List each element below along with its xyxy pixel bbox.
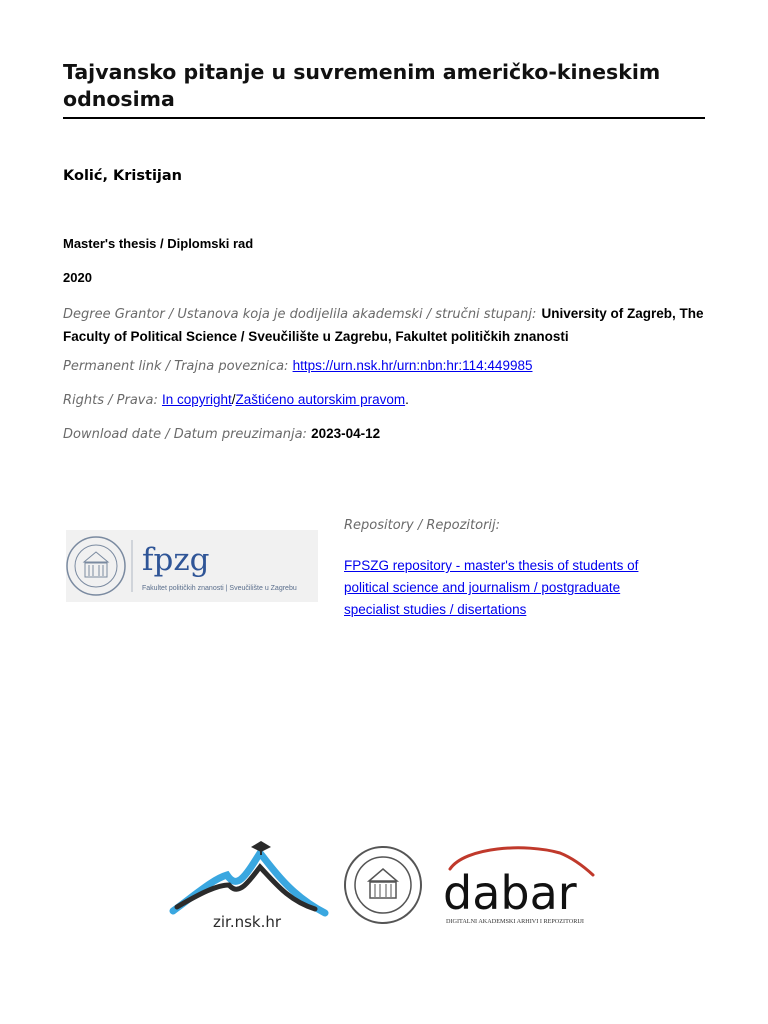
fpzg-subtitle: Fakultet političkih znanosti | Sveučilište u Zagrebu: [142, 585, 297, 592]
download-value: 2023-04-12: [311, 426, 381, 441]
document-type: Master's thesis / Diplomski rad: [63, 236, 254, 251]
permalink-url[interactable]: https://urn.nsk.hr/urn:nbn:hr:114:449985: [292, 358, 533, 373]
repository-link-block: [344, 554, 674, 620]
repository-label: Repository / Repozitorij:: [344, 518, 501, 533]
fpzg-logo-graphic: [66, 530, 318, 602]
fpzg-wordmark: fpzg: [142, 542, 210, 578]
rights-link-in-copyright[interactable]: In copyright: [161, 392, 232, 407]
grantor-label: Degree Grantor / Ustanova koja je dodijelila akademski / stručni stupanj:: [63, 307, 537, 322]
download-date-row: [63, 426, 380, 442]
rights-label: Rights / Prava:: [63, 393, 158, 408]
nsk-seal-icon: [345, 847, 421, 923]
rights-row: [63, 392, 409, 408]
zir-label: zir.nsk.hr: [213, 913, 282, 931]
download-label: Download date / Datum preuzimanja:: [63, 427, 307, 442]
zir-logo: [173, 841, 325, 931]
permanent-link-row: [63, 358, 532, 374]
grantor-value: University of Zagreb, The Faculty of Political Science / Sveučilište u Zagrebu, Fakultet političkih znanosti: [63, 306, 704, 344]
dabar-logo: [443, 848, 593, 925]
footer-logos: [165, 835, 605, 935]
dabar-subtitle: DIGITALNI AKADEMSKI ARHIVI I REPOZITORIJI: [446, 918, 584, 925]
document-title: Tajvansko pitanje u suvremenim američko-kineskim odnosima: [63, 60, 661, 111]
author-name: Kolić, Kristijan: [63, 168, 183, 184]
rights-separator: /: [231, 392, 236, 407]
rights-end: .: [405, 392, 409, 407]
dabar-wordmark: dabar: [443, 866, 577, 920]
title-divider: [63, 117, 705, 119]
permalink-label: Permanent link / Trajna poveznica:: [63, 359, 289, 374]
fpzg-logo: [66, 530, 318, 602]
rights-link-zasticeno[interactable]: Zaštićeno autorskim pravom: [235, 392, 406, 407]
degree-grantor: [63, 302, 743, 347]
repository-link[interactable]: FPSZG repository - master's thesis of students of political science and journalism / postgraduate specialist studies / disertations: [344, 558, 639, 617]
document-year: 2020: [63, 270, 92, 285]
university-seal-icon: [67, 537, 125, 595]
